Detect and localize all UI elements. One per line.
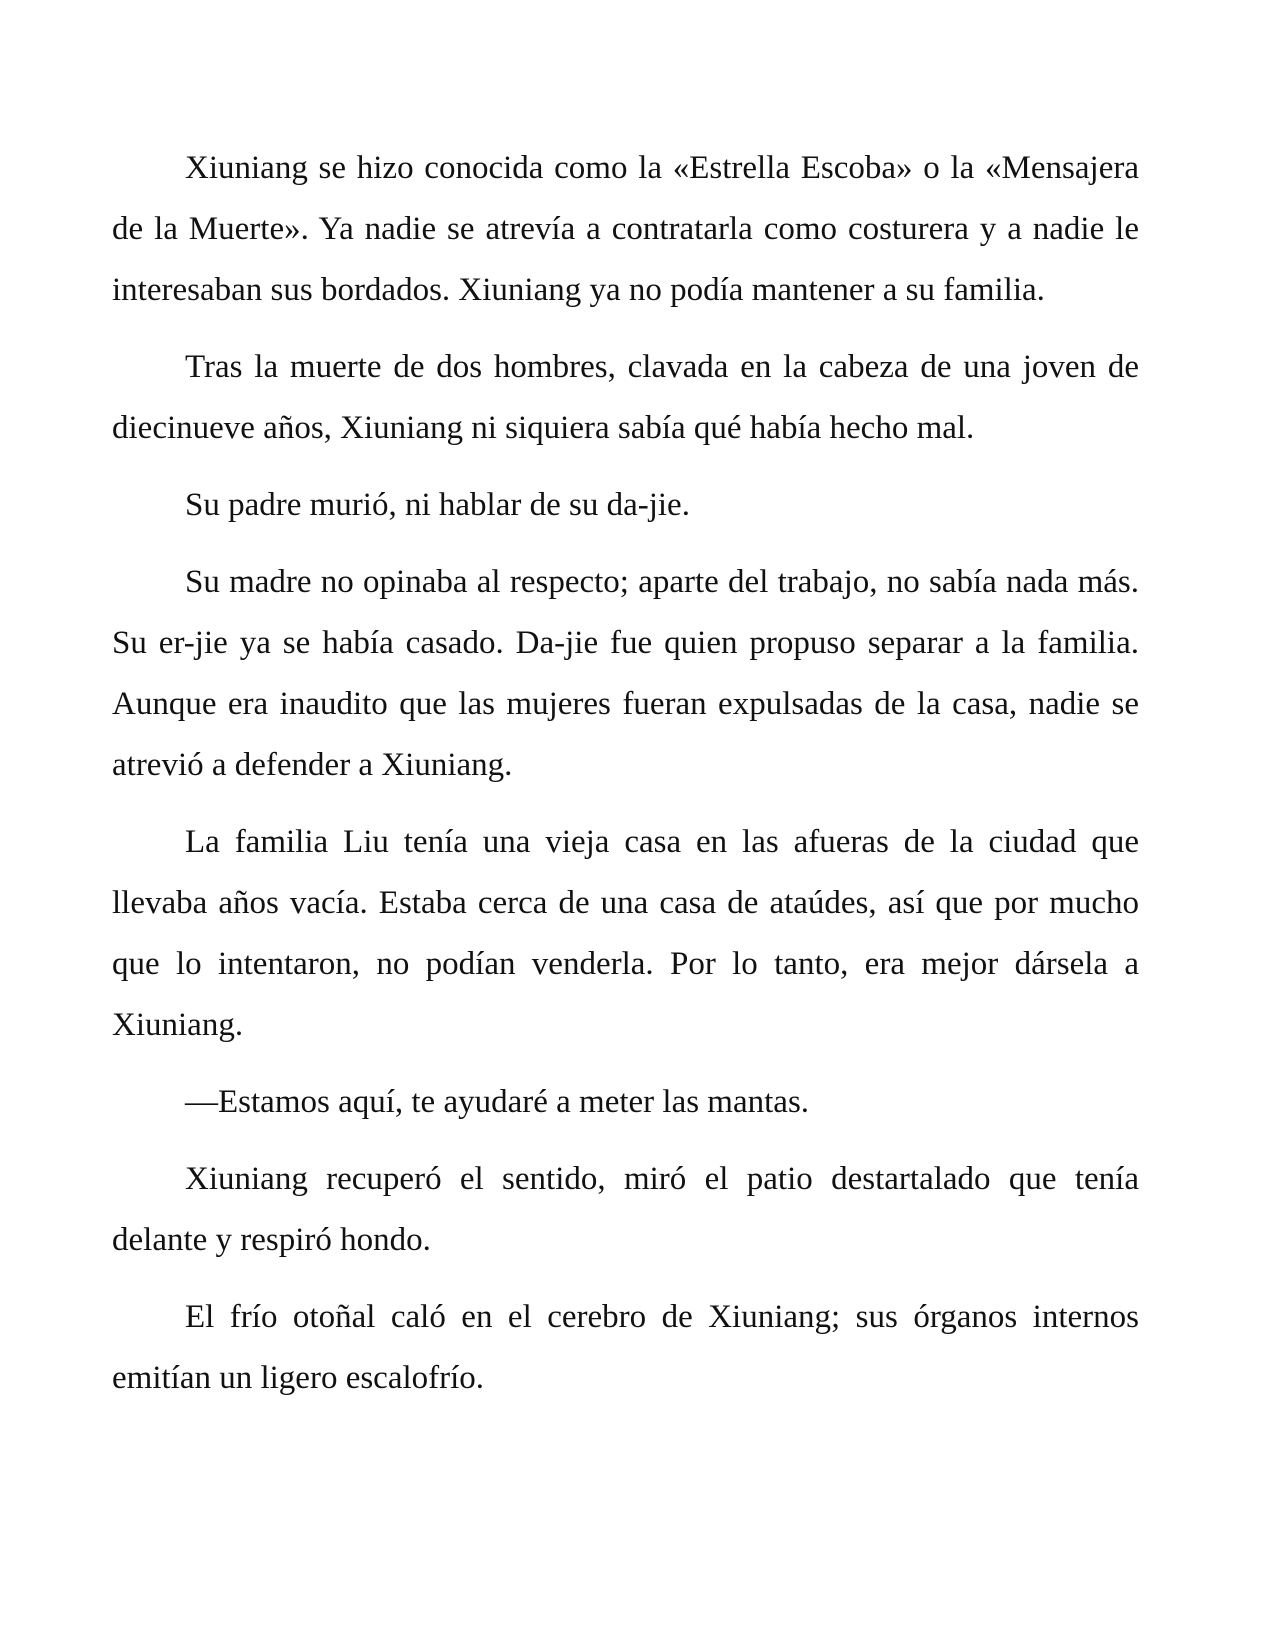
paragraph-7: Xiuniang recuperó el sentido, miró el patio destartalado que tenía delante y respiró hondo.	[112, 1161, 1139, 1258]
paragraph-6: —Estamos aquí, te ayudaré a meter las mantas.	[185, 1084, 810, 1120]
paragraph-8: El frío otoñal caló en el cerebro de Xiuniang; sus órganos internos emitían un ligero escalofrío.	[112, 1299, 1139, 1396]
paragraph-3: Su padre murió, ni hablar de su da-jie.	[185, 487, 690, 523]
document-page	[112, 138, 1139, 1425]
paragraph-4: Su madre no opinaba al respecto; aparte del trabajo, no sabía nada más. Su er-jie ya se había casado. Da-jie fue quien propuso separar a la familia. Aunque era inaudito que las mujeres fueran expulsadas de la casa, nadie se atrevió a defender a Xiuniang.	[112, 564, 1139, 783]
paragraph-1: Xiuniang se hizo conocida como la «Estrella Escoba» o la «Mensajera de la Muerte». Ya nadie se atrevía a contratarla como costurera y a nadie le interesaban sus bordados. Xiuniang ya no podía mantener a su familia.	[112, 150, 1139, 308]
paragraph-2: Tras la muerte de dos hombres, clavada en la cabeza de una joven de diecinueve años, Xiuniang ni siquiera sabía qué había hecho mal.	[112, 349, 1139, 446]
paragraph-5: La familia Liu tenía una vieja casa en las afueras de la ciudad que llevaba años vacía. Estaba cerca de una casa de ataúdes, así que por mucho que lo intentaron, no podían venderla. Por lo tanto, era mejor dársela a Xiuniang.	[112, 824, 1139, 1043]
